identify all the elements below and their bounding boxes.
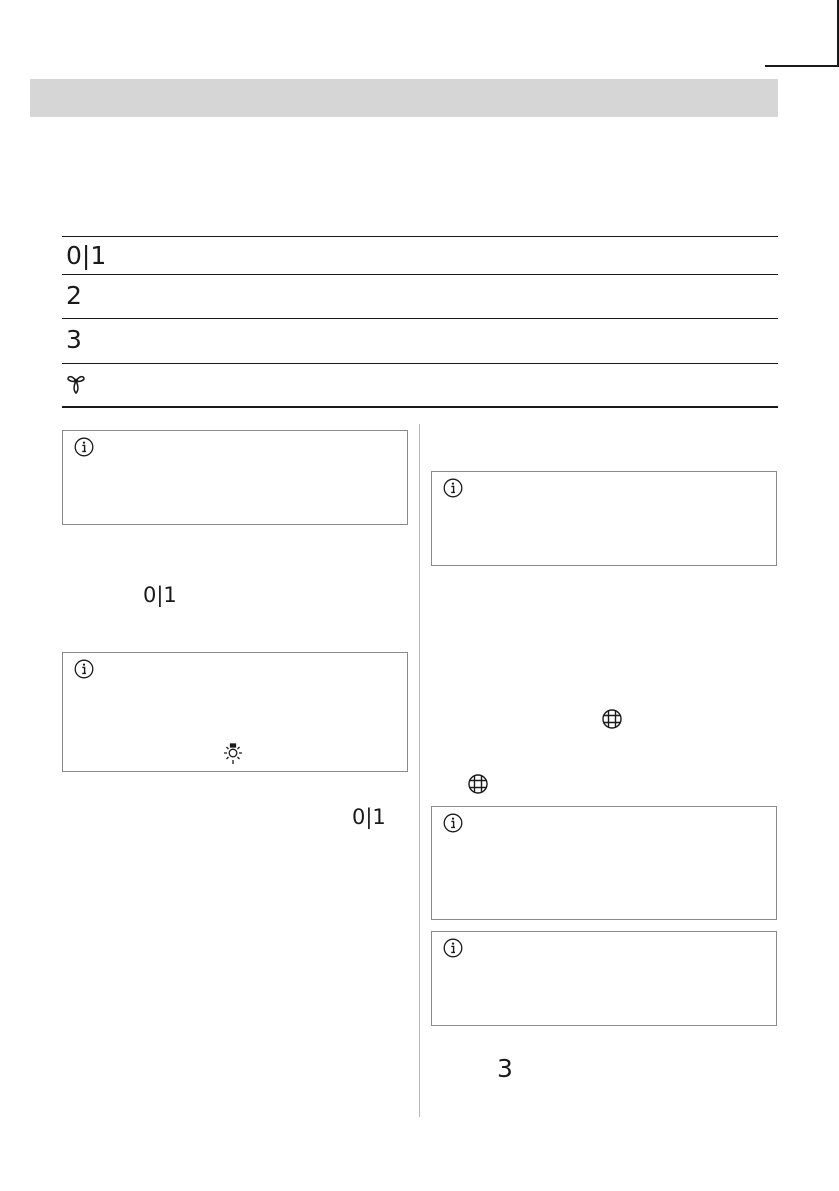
- power-symbol: 0|1: [352, 805, 386, 829]
- grid-globe-icon: [601, 708, 623, 730]
- info-box: [62, 652, 408, 772]
- table-row: [66, 276, 82, 314]
- info-box: [431, 471, 777, 566]
- table-rule: [62, 363, 778, 364]
- info-icon: [443, 813, 463, 833]
- table-rule: [62, 318, 778, 319]
- section-header-bar: [30, 79, 778, 117]
- table-rule: [62, 274, 778, 275]
- speed-3-symbol: 3: [66, 324, 82, 354]
- info-icon: [74, 437, 94, 457]
- table-rule: [62, 236, 778, 237]
- light-bulb-icon: [220, 743, 246, 767]
- speed-2-symbol: 2: [66, 280, 82, 310]
- speed-3-symbol: 3: [497, 1054, 513, 1083]
- info-box: [431, 931, 777, 1026]
- info-box: [62, 430, 408, 525]
- info-box: [431, 806, 777, 920]
- fan-icon: [66, 373, 86, 395]
- power-symbol: 0|1: [66, 240, 107, 270]
- table-rule: [62, 406, 778, 408]
- info-icon: [74, 659, 94, 679]
- column-divider: [419, 424, 420, 1117]
- page-edge-mark-horizontal: [765, 65, 839, 67]
- grid-globe-icon: [467, 773, 489, 795]
- info-icon: [443, 478, 463, 498]
- power-symbol: 0|1: [143, 583, 177, 607]
- table-row: [66, 320, 82, 358]
- table-row: [66, 236, 106, 274]
- table-row: [66, 365, 86, 403]
- info-icon: [443, 938, 463, 958]
